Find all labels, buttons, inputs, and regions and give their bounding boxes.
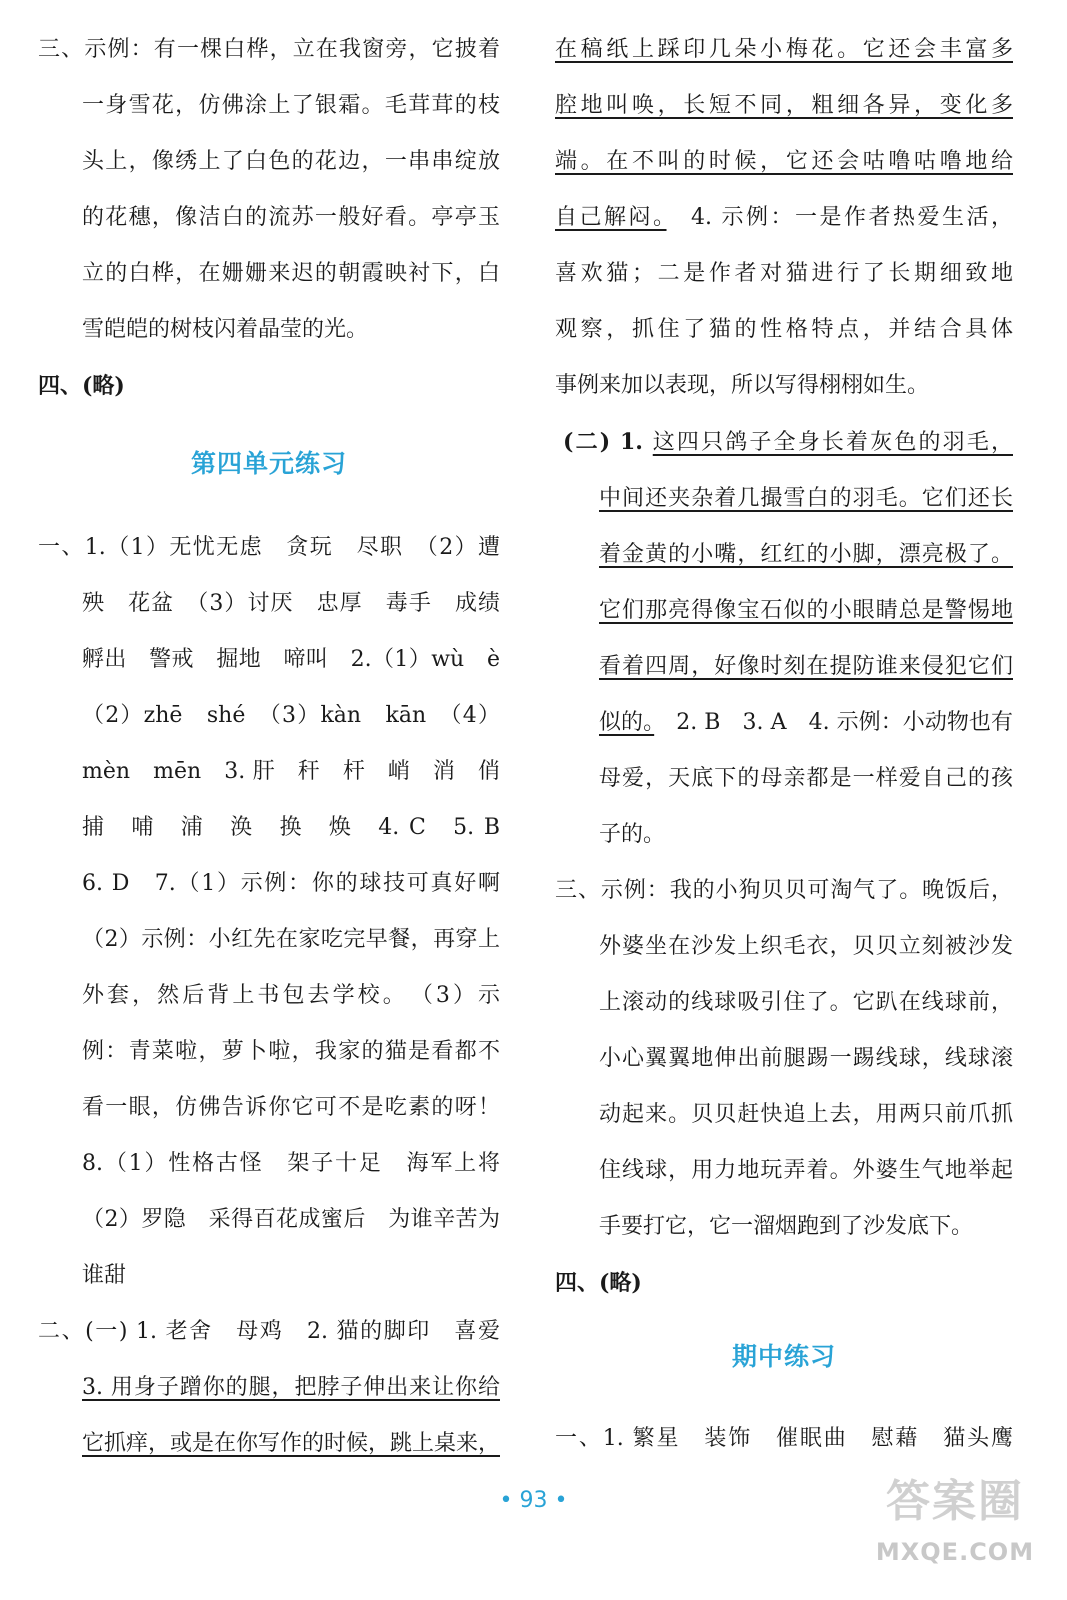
midterm-title: 期中练习 [731,1342,836,1371]
watermark-url: MXQE.COM [875,1538,1035,1566]
part2-line: 中间还夹杂着几撮雪白的羽毛。它们还长 [599,486,1013,511]
section1-line: 一、1.（1）无忧无虑 贪玩 尽职 （2）遭 [38,535,500,560]
section4-omitted: 四、(略) [555,1270,642,1296]
answer-text: 2. B 3. A 4. 示例：小动物也有 [654,710,1013,735]
section2-q3-line: 它抓痒，或是在你写作的时候，跳上桌来， [82,1431,500,1456]
right-column [555,0,1013,1467]
answer-text: 4. 示例：一是作者热爱生活， [666,205,1013,230]
section1-line: 看一眼，仿佛告诉你它可不是吃素的呀！ [82,1095,500,1120]
section3-line: 手要打它，它一溜烟跑到了沙发底下。 [599,1214,974,1239]
section3-line: 小心翼翼地伸出前腿踢一踢线球，线球滚 [599,1046,1013,1071]
section1-line: 8.（1）性格古怪 架子十足 海军上将 [82,1151,500,1176]
cont-line: 在稿纸上踩印几朵小梅花。它还会丰富多 [555,37,1013,62]
q4-line: 喜欢猫；二是作者对猫进行了长期细致地 [555,261,1013,286]
part2-line [555,695,1013,751]
q3-line: 的花穗，像洁白的流苏一般好看。亭亭玉 [82,205,500,230]
section1-line: 例：青菜啦，萝卜啦，我家的猫是看都不 [82,1039,500,1064]
part2-line: 看着四周，好像时刻在提防谁来侵犯它们 [599,654,1013,679]
part2-line: 母爱，天底下的母亲都是一样爱自己的孩 [599,766,1013,791]
underlined-answer: 这四只鸽子全身长着灰色的羽毛， [652,430,1013,455]
q4-line: 事例来加以表现，所以写得栩栩如生。 [555,373,930,398]
section3-line: 上滚动的线球吸引住了。它趴在线球前， [599,990,1013,1015]
section1-line: 6. D 7.（1）示例：你的球技可真好啊 [82,871,500,896]
watermark-text: 答案圈 [886,1476,1024,1527]
q3-line: 立的白桦，在姗姗来迟的朝霞映衬下，白 [82,261,500,286]
cont-line [555,190,1013,246]
section1-line: （2）zhē shé （3）kàn kān （4） [82,703,500,728]
page-number: • 93 • [499,1488,568,1513]
section1-line: （2）示例：小红先在家吃完早餐，再穿上 [82,927,500,952]
left-column [38,0,500,1472]
q3-line: 一身雪花，仿佛涂上了银霜。毛茸茸的枝 [82,93,500,118]
underlined-answer: 自己解闷。 [555,205,667,230]
section1-line: 谁甜 [82,1263,127,1288]
section3-line: 动起来。贝贝赶快追上去，用两只前爪抓 [599,1102,1013,1127]
midterm-line: 一、1. 繁星 装饰 催眠曲 慰藉 猫头鹰 [555,1426,1013,1451]
section1-line: 孵出 警戒 掘地 啼叫 2.（1）wù è [82,647,500,672]
watermark-logo [865,1470,1045,1590]
part2-prefix: (二) 1. [563,429,653,455]
section3-line: 住线球，用力地玩弄着。外婆生气地举起 [599,1158,1013,1183]
part2-line: 着金黄的小嘴，红红的小脚，漂亮极了。 [599,542,1013,567]
section1-line: 外套，然后背上书包去学校。 （3）示 [82,983,500,1008]
section3-line: 三、示例：我的小狗贝贝可淘气了。晚饭后， [555,878,1013,903]
section1-line: 殃 花盆 （3）讨厌 忠厚 毒手 成绩 [82,591,500,616]
part2-line: 它们那亮得像宝石似的小眼睛总是警惕地 [599,598,1013,623]
section1-line: 捕 哺 浦 涣 换 焕 4. C 5. B [82,815,500,840]
q3-line: 三、示例：有一棵白桦，立在我窗旁，它披着 [38,37,500,62]
unit-title: 第四单元练习 [190,449,347,478]
section3-line: 外婆坐在沙发上织毛衣，贝贝立刻被沙发 [599,934,1013,959]
section1-line: mèn mēn 3. 肝 秆 杆 峭 消 俏 [82,759,500,784]
section2-q3-line: 3. 用身子蹭你的腿，把脖子伸出来让你给 [82,1375,500,1400]
section2-head: 二、(一) 1. 老舍 母鸡 2. 猫的脚印 喜爱 [38,1319,500,1344]
q4-omitted: 四、(略) [38,373,125,399]
part2-line: 子的。 [599,822,666,847]
cont-line: 腔地叫唤，长短不同，粗细各异，变化多 [555,93,1013,118]
q4-line: 观察，抓住了猫的性格特点，并结合具体 [555,317,1013,342]
section1-line: （2）罗隐 采得百花成蜜后 为谁辛苦为 [82,1207,500,1232]
q3-line: 雪皑皑的树枝闪着晶莹的光。 [82,317,369,342]
q3-line: 头上，像绣上了白色的花边，一串串绽放 [82,149,500,174]
part2-line [555,414,1013,471]
underlined-answer: 似的。 [599,710,655,735]
cont-line: 端。在不叫的时候，它还会咕噜咕噜地给 [555,149,1013,174]
